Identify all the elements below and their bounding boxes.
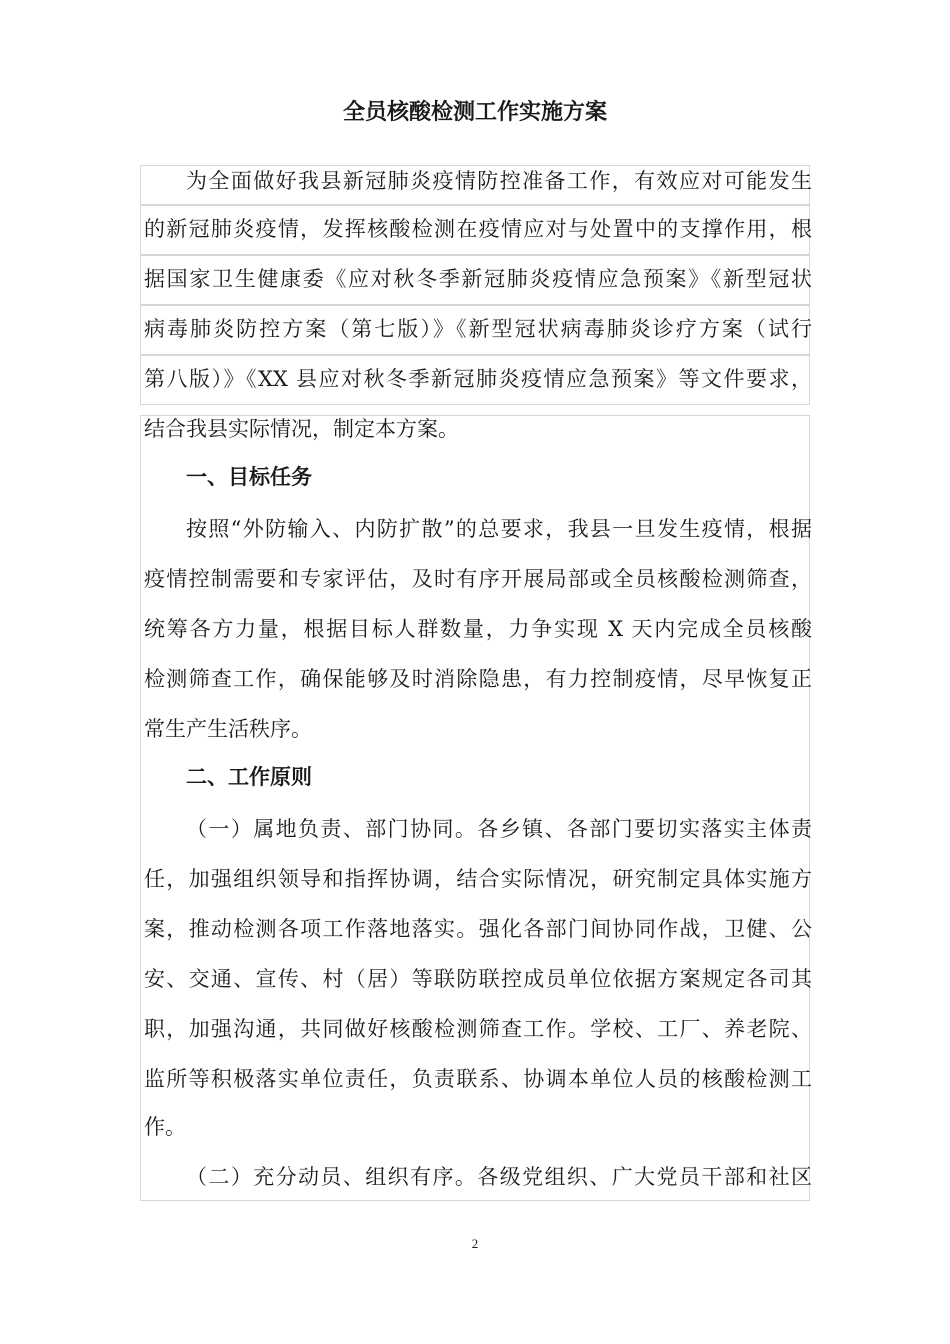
intro-line: 结合我县实际情况，制定本方案。 [144,417,459,441]
body-line: 任，加强组织领导和指挥协调，结合实际情况，研究制定具体实施方 [144,867,812,891]
body-line: 检测筛查工作，确保能够及时消除隐患，有力控制疫情，尽早恢复正 [144,667,812,691]
body-line: 疫情控制需要和专家评估，及时有序开展局部或全员核酸检测筛查， [144,567,812,591]
body-line: 案，推动检测各项工作落地落实。强化各部门间协同作战，卫健、公 [144,917,812,941]
body-line: （二）充分动员、组织有序。各级党组织、广大党员干部和社区 [186,1165,812,1189]
body-line: 职，加强沟通，共同做好核酸检测筛查工作。学校、工厂、养老院、 [144,1017,812,1041]
intro-line: 的新冠肺炎疫情，发挥核酸检测在疫情应对与处置中的支撑作用，根 [144,217,812,241]
body-line: 安、交通、宣传、村（居）等联防联控成员单位依据方案规定各司其 [144,967,812,991]
section-heading: 二、工作原则 [186,765,312,789]
body-line: 统筹各方力量，根据目标人群数量，力争实现 X 天内完成全员核酸 [144,617,812,641]
body-line: 监所等积极落实单位责任，负责联系、协调本单位人员的核酸检测工 [144,1067,812,1091]
intro-line: 第八版）》《XX 县应对秋冬季新冠肺炎疫情应急预案》等文件要求， [144,367,812,391]
intro-line: 病毒肺炎防控方案（第七版）》《新型冠状病毒肺炎诊疗方案（试行 [144,317,812,341]
body-line: （一）属地负责、部门协同。各乡镇、各部门要切实落实主体责 [186,817,812,841]
intro-line: 为全面做好我县新冠肺炎疫情防控准备工作，有效应对可能发生 [186,169,812,193]
document-title: 全员核酸检测工作实施方案 [342,100,607,125]
intro-line: 据国家卫生健康委《应对秋冬季新冠肺炎疫情应急预案》《新型冠状 [144,267,812,291]
section-heading: 一、目标任务 [186,465,312,489]
body-line: 按照“外防输入、内防扩散”的总要求，我县一旦发生疫情，根据 [186,517,812,541]
page-number: 2 [471,1236,479,1251]
body-line: 常生产生活秩序。 [144,717,312,741]
body-line: 作。 [144,1115,186,1139]
